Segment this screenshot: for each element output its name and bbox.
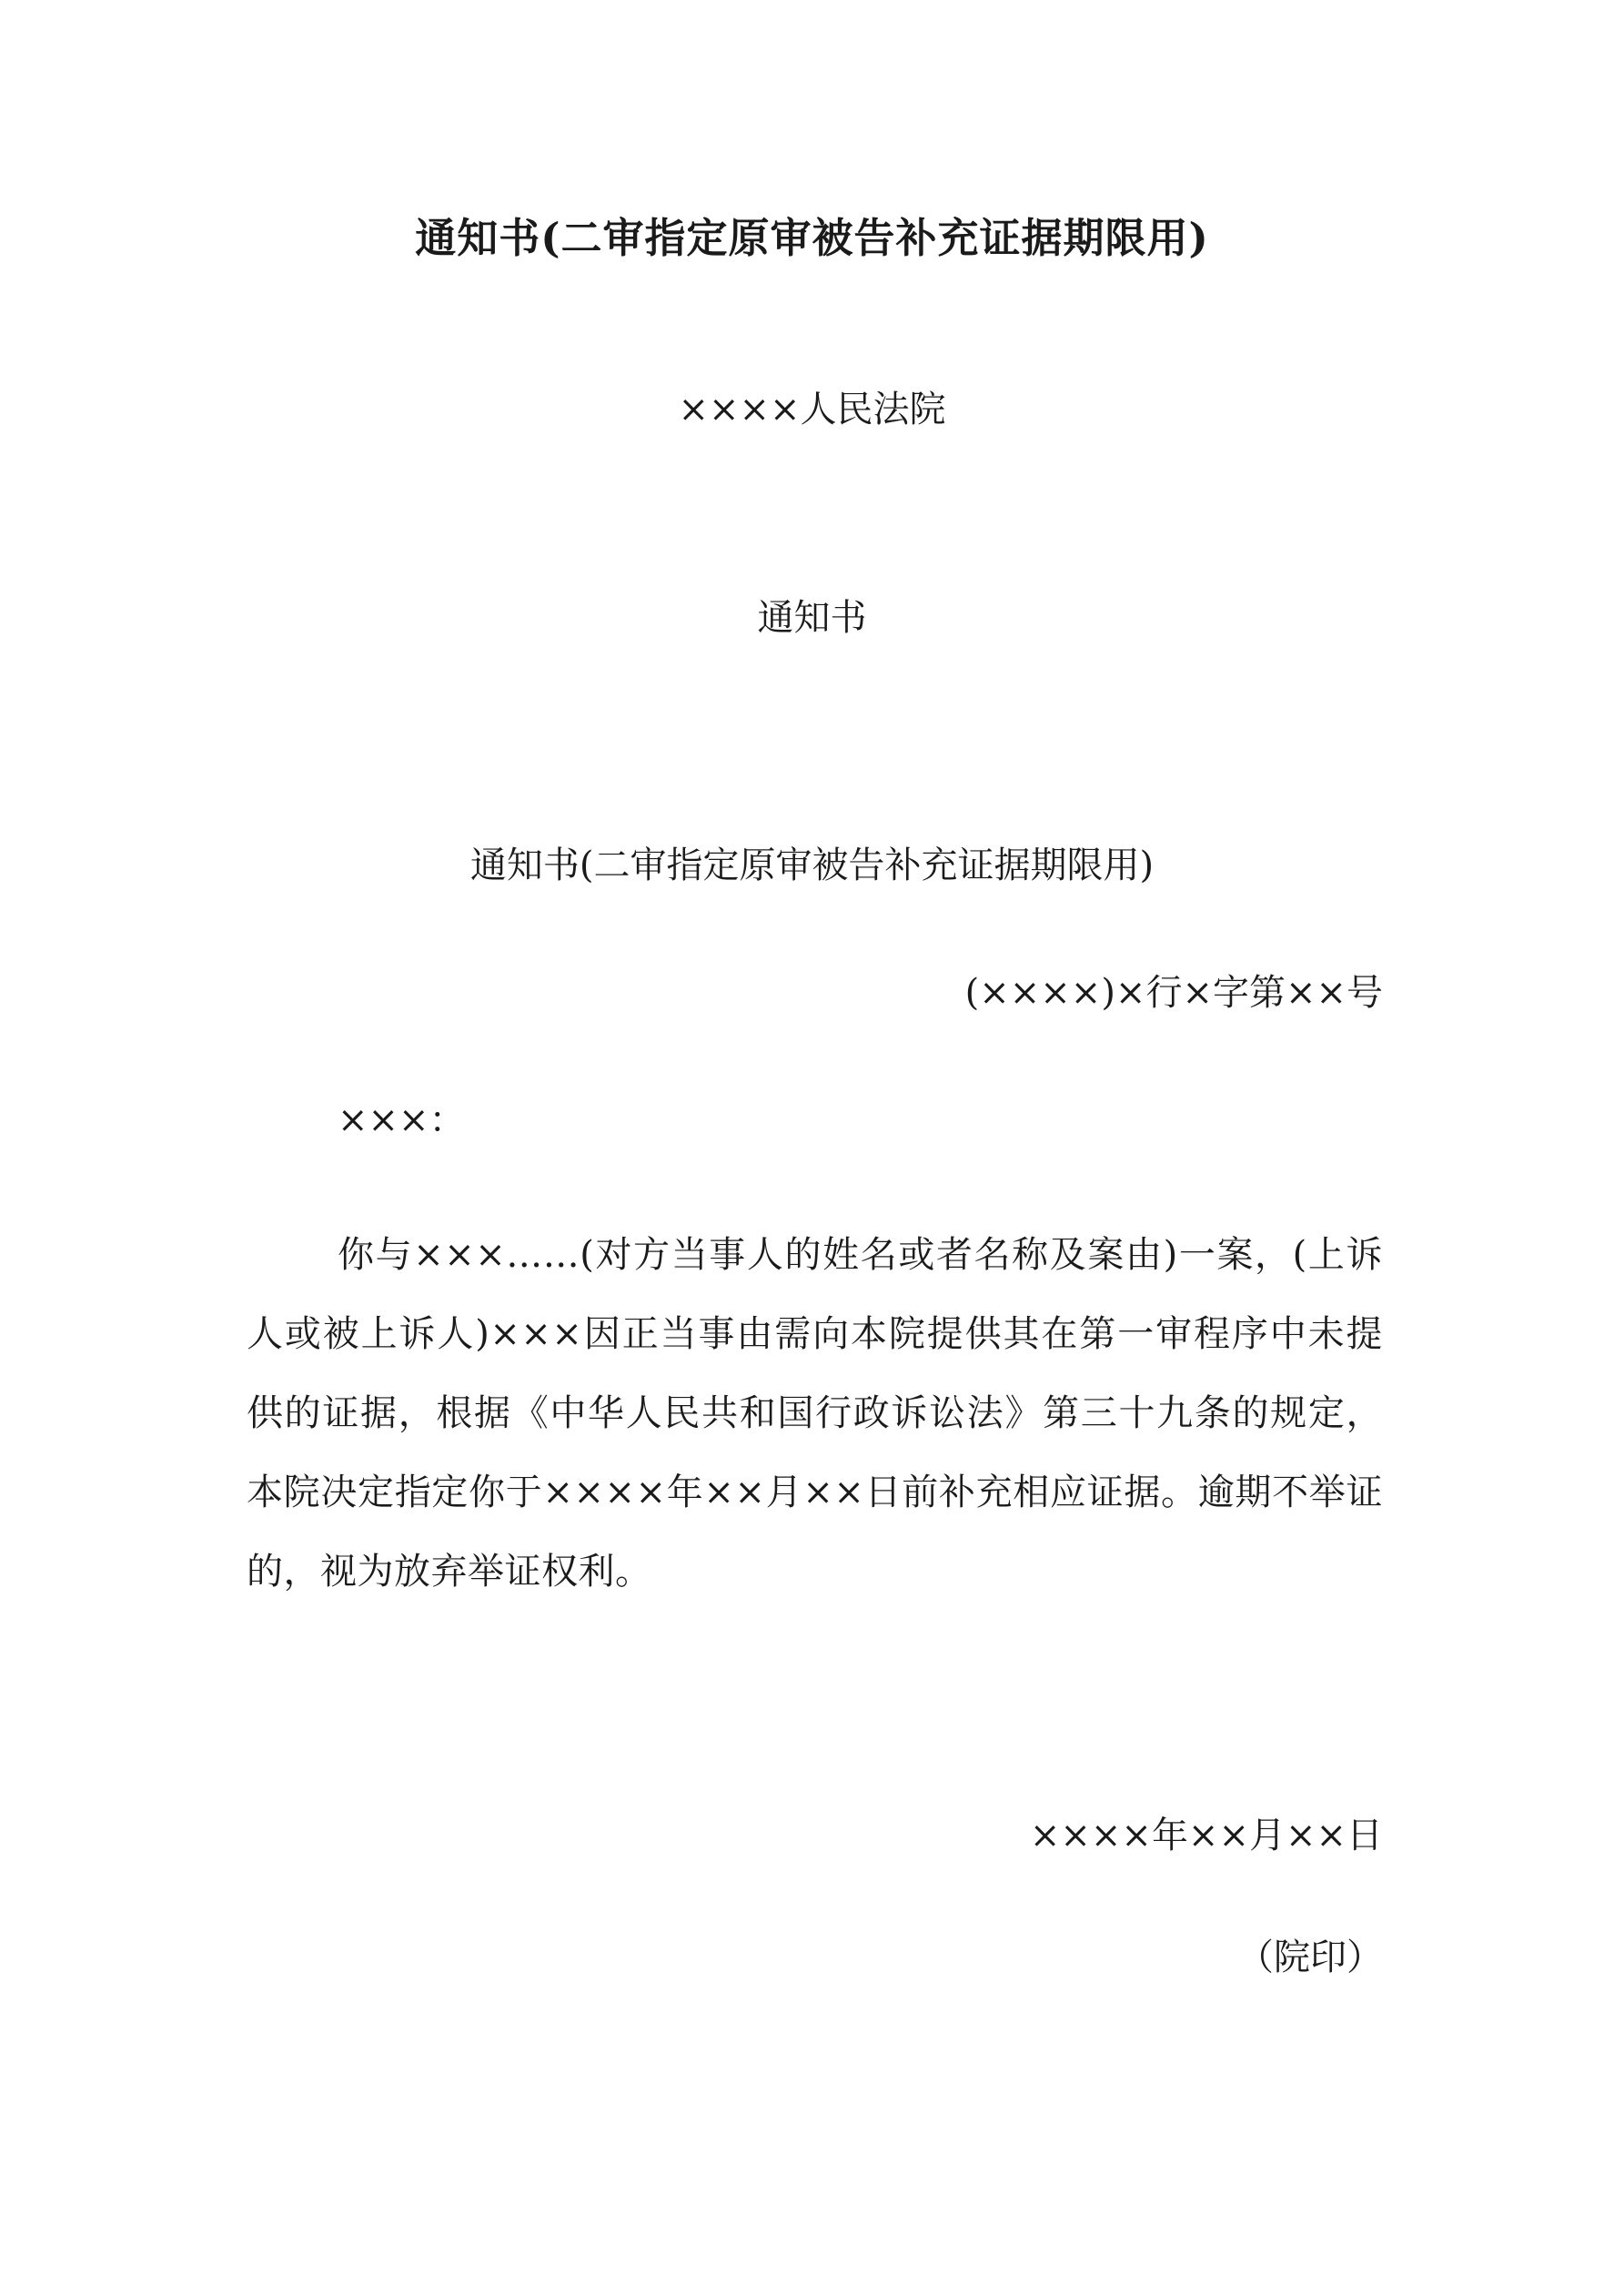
- body-paragraph: 你与×××……(对方当事人的姓名或者名称及案由)一案，(上诉人或被上诉人)×××因正当事由需向本院提供其在第一审程序中未提供的证据，根据《中华人民共和国行政诉讼法》第三十九条的规定，本院决定指定你于××××年××月××日前补充相应证据。逾期不举证的，视为放弃举证权利。: [247, 1234, 1383, 1593]
- court-name: ××××人民法院: [678, 389, 946, 430]
- document-title: 通知书(二审指定原审被告补充证据期限用): [415, 214, 1209, 262]
- issue-date: ××××年××月××日: [1029, 1815, 1383, 1856]
- addressee: ×××：: [338, 1099, 466, 1141]
- case-number: (××××)×行×字第××号: [964, 972, 1383, 1014]
- court-seal-note: （院印）: [1237, 1937, 1383, 1978]
- document-subtitle: 通知书(二审指定原审被告补充证据期限用): [469, 845, 1155, 886]
- document-type: 通知书: [757, 597, 867, 639]
